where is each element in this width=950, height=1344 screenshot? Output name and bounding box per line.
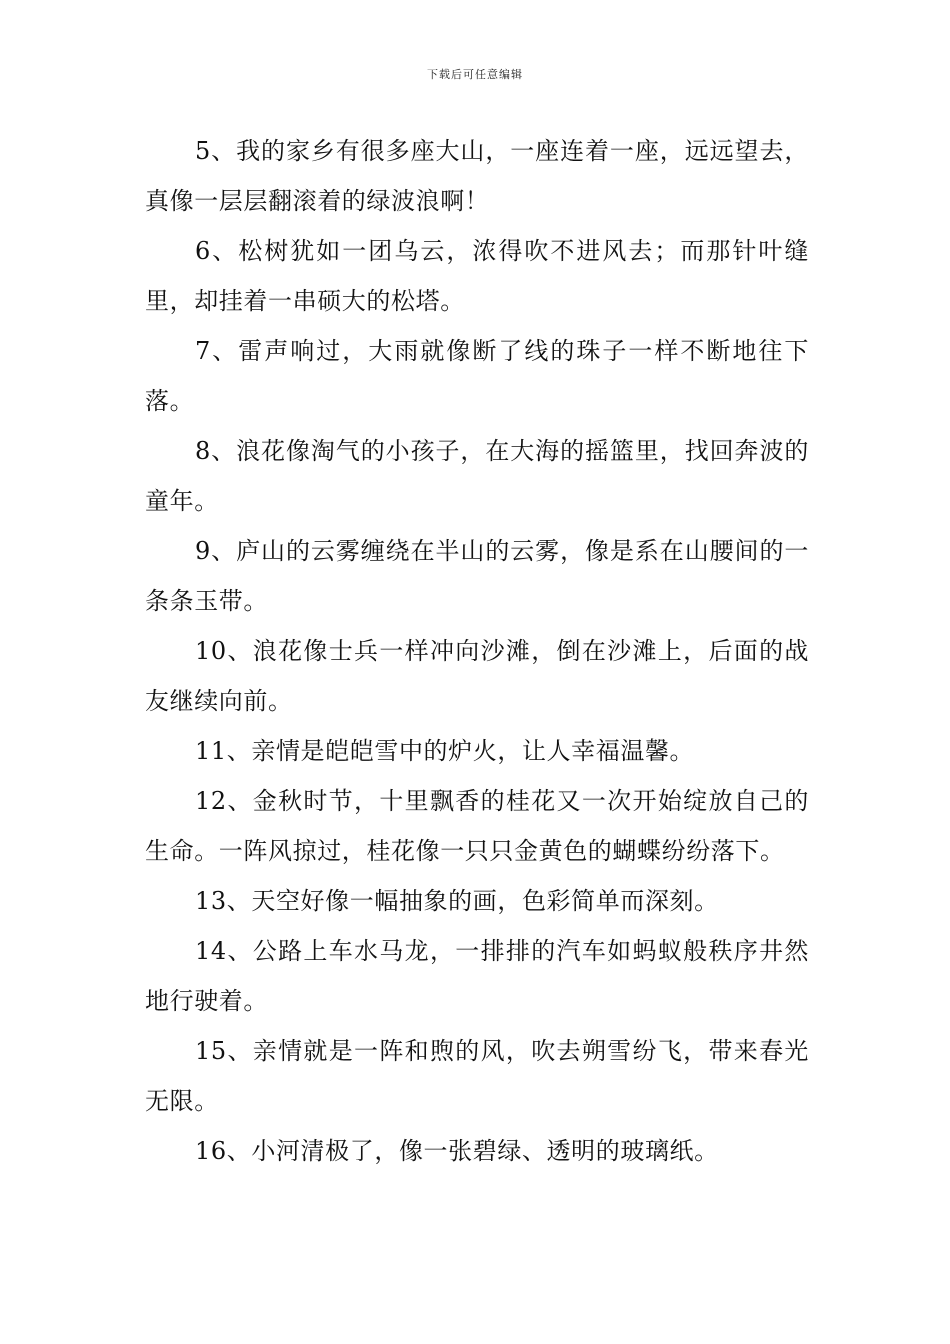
paragraph-16: 16、小河清极了，像一张碧绿、透明的玻璃纸。 (195, 1137, 719, 1165)
paragraph-15: 15、亲情就是一阵和煦的风，吹去朔雪纷飞，带来春光无限。 (145, 1037, 809, 1115)
page-header: 下载后可任意编辑 (427, 68, 523, 81)
document-body (145, 126, 809, 1176)
paragraph-7: 7、雷声响过，大雨就像断了线的珠子一样不断地往下落。 (145, 337, 809, 415)
paragraph-10: 10、浪花像士兵一样冲向沙滩，倒在沙滩上，后面的战友继续向前。 (145, 637, 809, 715)
paragraph-12: 12、金秋时节，十里飘香的桂花又一次开始绽放自己的生命。一阵风掠过，桂花像一只只金黄色的蝴蝶纷纷落下。 (145, 787, 809, 865)
paragraph-5: 5、我的家乡有很多座大山，一座连着一座，远远望去，真像一层层翻滚着的绿波浪啊！ (145, 137, 809, 215)
paragraph-13: 13、天空好像一幅抽象的画，色彩简单而深刻。 (195, 887, 719, 915)
paragraph-8: 8、浪花像淘气的小孩子，在大海的摇篮里，找回奔波的童年。 (145, 437, 809, 515)
paragraph-9: 9、庐山的云雾缠绕在半山的云雾，像是系在山腰间的一条条玉带。 (145, 537, 809, 615)
paragraph-11: 11、亲情是皑皑雪中的炉火，让人幸福温馨。 (195, 737, 695, 765)
paragraph-6: 6、松树犹如一团乌云，浓得吹不进风去；而那针叶缝里，却挂着一串硕大的松塔。 (145, 237, 809, 315)
paragraph-14: 14、公路上车水马龙，一排排的汽车如蚂蚁般秩序井然地行驶着。 (145, 937, 809, 1015)
